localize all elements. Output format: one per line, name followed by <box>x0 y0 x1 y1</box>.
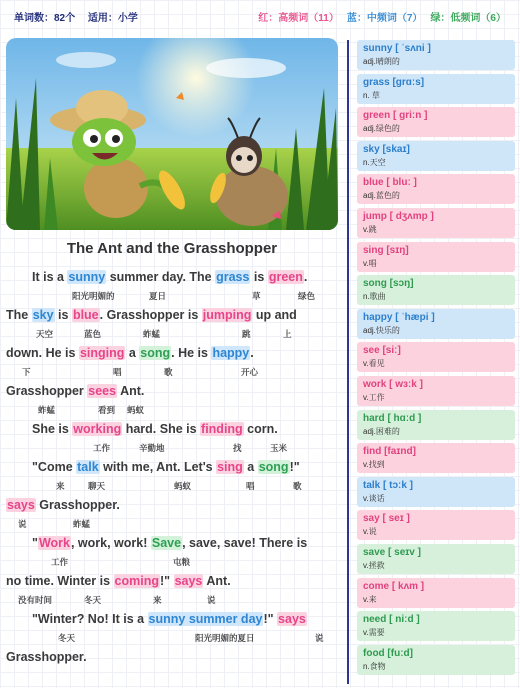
vocab-word: song [sɔŋ] <box>363 278 414 290</box>
vocab-definition: adj.困难的 <box>363 426 400 436</box>
highlighted-word: working <box>73 422 122 436</box>
story-text-segment: is <box>54 308 72 322</box>
vocab-card <box>357 141 515 171</box>
vocab-word: sing [sɪŋ] <box>363 244 409 256</box>
story-text-segment: down. He is <box>6 346 79 360</box>
highlighted-word: sing <box>217 460 243 474</box>
story-english-text <box>6 420 278 440</box>
vocab-definition: v.唱 <box>363 258 377 268</box>
grade-level: 适用：小学 <box>87 12 138 24</box>
story-text-segment: Grasshopper. <box>35 498 120 512</box>
highlighted-word: song <box>140 346 171 360</box>
chinese-gloss: 辛勤地 <box>139 443 165 453</box>
vocab-card <box>357 443 515 473</box>
chinese-gloss: 下 <box>22 367 31 377</box>
chinese-gloss-row <box>6 592 231 606</box>
vocab-definition: adj.晴朗的 <box>363 57 400 66</box>
story-english-text <box>6 610 307 630</box>
story-line <box>6 306 297 344</box>
story-text-segment: no time. Winter is <box>6 574 114 588</box>
chinese-gloss: 唱 <box>246 481 255 491</box>
chinese-gloss: 蚱蜢 <box>73 519 91 529</box>
chinese-gloss: 屯粮 <box>173 557 191 567</box>
chinese-gloss: 冬天 <box>84 595 102 605</box>
highlighted-word: Work <box>38 536 70 550</box>
story-english-text <box>6 458 300 478</box>
legend-mid-frequency: 蓝：中频词（7） <box>346 12 423 24</box>
chinese-gloss: 天空 <box>36 329 54 339</box>
story-text-segment: corn. <box>243 422 278 436</box>
header-left <box>14 9 148 24</box>
highlighted-word: sunny <box>68 270 106 284</box>
story-english-text <box>6 344 254 364</box>
vocab-definition: v.谈话 <box>363 493 385 503</box>
chinese-gloss: 歌 <box>293 481 302 491</box>
chinese-gloss: 看到 <box>98 405 116 415</box>
story-text-segment: , save, save! There is <box>182 536 308 550</box>
chinese-gloss-row <box>6 326 297 340</box>
highlighted-word: talk <box>77 460 99 474</box>
vocab-word: come [ kʌm ] <box>363 580 425 592</box>
vertical-divider <box>347 40 349 684</box>
chinese-gloss-row <box>6 402 144 416</box>
story-line <box>6 572 231 610</box>
vocab-definition: n.天空 <box>363 157 386 167</box>
vocab-definition: v.需要 <box>363 628 385 638</box>
vocab-definition: adj.快乐的 <box>363 325 400 335</box>
story-text-segment: !" <box>263 612 278 626</box>
vocab-definition: n. 草 <box>363 90 380 100</box>
vocab-card <box>357 410 515 440</box>
vocab-card <box>357 242 515 272</box>
story-line <box>6 268 316 306</box>
legend-low-frequency: 绿：低频词（6） <box>430 12 506 24</box>
highlighted-word: singing <box>79 346 125 360</box>
vocab-definition: v.跳 <box>363 225 377 234</box>
story-line <box>6 610 324 648</box>
highlighted-word: blue <box>72 308 99 322</box>
story-text-segment: . She is <box>152 422 201 436</box>
story-title: The Ant and the Grasshopper <box>66 240 278 257</box>
chinese-gloss: 歌 <box>164 367 173 377</box>
vocab-card <box>357 342 515 372</box>
vocab-card <box>357 645 515 675</box>
vocab-word: save [ seɪv ] <box>363 547 421 558</box>
chinese-gloss: 聊天 <box>88 481 106 491</box>
story-english-text <box>6 572 231 592</box>
story-english-text <box>6 306 297 326</box>
chinese-gloss: 上 <box>283 329 292 339</box>
chinese-gloss: 没有时间 <box>18 595 53 605</box>
highlighted-word: happy <box>212 346 250 360</box>
vocab-word: sky [skaɪ] <box>363 143 410 155</box>
story-text-segment: is <box>250 270 268 284</box>
chinese-gloss-row <box>6 440 288 454</box>
chinese-gloss-row <box>6 554 307 568</box>
vocab-word: jump [ dʒʌmp ] <box>363 211 434 222</box>
vocab-word: work [ wɜːk ] <box>363 379 423 390</box>
vocab-word: need [ niːd ] <box>363 614 420 626</box>
chinese-gloss-row <box>6 364 259 378</box>
chinese-gloss: 冬天 <box>58 633 76 643</box>
story-text-segment: Ant. <box>117 384 145 398</box>
vocab-word: green [ ɡriːn ] <box>363 110 428 122</box>
vocab-word: food [fuːd] <box>363 647 413 659</box>
chinese-gloss: 来 <box>153 595 162 605</box>
story-english-text <box>6 648 87 668</box>
chinese-gloss: 工作 <box>51 557 69 567</box>
story-text-segment: Grasshopper <box>6 384 88 398</box>
chinese-gloss: 说 <box>207 595 216 605</box>
vocab-card <box>357 40 515 70</box>
highlighted-word: song <box>258 460 289 474</box>
vocab-word: hard [ hɑːd ] <box>363 412 422 424</box>
vocab-word: grass [grɑːs] <box>363 76 425 88</box>
chinese-gloss: 蓝色 <box>84 329 102 339</box>
story-text-segment: "Come <box>32 460 77 474</box>
vocab-card <box>357 611 515 641</box>
vocab-definition: v.拯救 <box>363 561 385 570</box>
vocab-word: see [siː] <box>363 345 401 357</box>
story-text-segment: . <box>303 270 308 284</box>
vocab-card <box>357 544 515 574</box>
vocab-word: sunny [ ˈsʌni ] <box>363 43 431 54</box>
chinese-gloss: 来 <box>56 481 65 491</box>
story-text-segment: a <box>125 346 140 360</box>
story-text-segment: She is <box>32 422 73 436</box>
story-text-segment: " <box>32 536 38 550</box>
story-text-segment: summer day. The <box>106 270 216 284</box>
vocab-card <box>357 174 515 204</box>
story-text-segment: Grasshopper. <box>6 650 87 664</box>
story-line <box>6 458 300 496</box>
chinese-gloss: 草 <box>252 291 261 301</box>
vocab-card <box>357 309 515 339</box>
chinese-gloss: 绿色 <box>298 291 316 301</box>
word-count: 单词数：82个 <box>14 12 76 24</box>
vocab-word: happy [ ˈhæpi ] <box>363 311 435 323</box>
vocab-definition: v.看见 <box>363 359 385 369</box>
vocab-definition: v.说 <box>363 527 377 537</box>
highlighted-word: sky <box>32 308 54 322</box>
vocab-definition: n.歌曲 <box>363 292 386 302</box>
chinese-gloss-row <box>6 630 324 644</box>
vocab-card <box>357 275 515 305</box>
vocab-definition: n.食物 <box>363 661 386 671</box>
highlighted-word: says <box>174 574 203 588</box>
highlighted-word: Save <box>151 536 182 550</box>
highlighted-word: finding <box>201 422 243 436</box>
highlighted-word: grass <box>216 270 250 284</box>
chinese-gloss-row <box>6 516 120 530</box>
chinese-gloss: 蚱蜢 <box>143 329 161 339</box>
chinese-gloss-row <box>6 478 300 492</box>
vocab-definition: adj.蓝色的 <box>363 191 400 201</box>
vocab-word: find [faɪnd] <box>363 446 416 458</box>
highlighted-word: jumping <box>202 308 252 322</box>
chinese-gloss: 蚱蜢 <box>38 405 56 415</box>
chinese-gloss: 找 <box>233 443 242 453</box>
story-line <box>6 420 288 458</box>
story-text-segment: . <box>250 346 254 360</box>
vocab-definition: v.工作 <box>363 393 385 402</box>
chinese-gloss: 夏日 <box>149 291 167 301</box>
chinese-gloss-row <box>6 288 316 302</box>
vocab-card <box>357 376 515 406</box>
story-text-segment: , work, work! <box>70 536 151 550</box>
chinese-gloss: 开心 <box>241 367 259 377</box>
vocab-word: say [ seɪ ] <box>363 513 410 525</box>
vocab-card <box>357 74 515 104</box>
story-text-segment: with me, Ant. Let's <box>99 460 217 474</box>
vocab-definition: v.来 <box>363 594 377 604</box>
vocab-card <box>357 578 515 608</box>
highlighted-word: coming <box>114 574 159 588</box>
story-text-segment: . He is <box>171 346 212 360</box>
vocab-card <box>357 107 515 137</box>
header-bar <box>0 0 520 32</box>
story-text-segment: Ant. <box>203 574 231 588</box>
story-english-text <box>6 268 307 288</box>
chinese-gloss: 唱 <box>113 367 122 377</box>
vocab-definition: adj.绿色的 <box>363 124 400 134</box>
legend-high-frequency: 红：高频词（11） <box>258 12 339 24</box>
highlighted-word: green <box>268 270 303 284</box>
chinese-gloss: 工作 <box>93 443 111 453</box>
chinese-gloss: 说 <box>18 519 27 529</box>
story-text-segment: !" <box>160 574 174 588</box>
story-text-segment: !" <box>289 460 300 474</box>
vocab-card <box>357 510 515 540</box>
vocab-card <box>357 477 515 507</box>
story-text-segment: a <box>243 460 258 474</box>
story-text-segment: up and <box>252 308 297 322</box>
highlighted-word: says <box>278 612 306 626</box>
frequency-legend <box>258 9 506 24</box>
vocab-word: blue [ bluː ] <box>363 177 417 189</box>
chinese-gloss: 跳 <box>242 329 251 339</box>
vocab-card <box>357 208 515 238</box>
chinese-gloss: 说 <box>315 633 324 643</box>
highlighted-word: sunny summer day <box>148 612 263 626</box>
chinese-gloss-row <box>6 668 87 682</box>
story-illustration <box>6 38 338 230</box>
chinese-gloss: 阳光明媚的 <box>72 291 115 301</box>
story-text-segment: hard <box>122 422 153 436</box>
story-english-text <box>6 496 120 516</box>
story-line <box>6 382 144 420</box>
highlighted-word: sees <box>88 384 117 398</box>
story-line <box>6 344 259 382</box>
chinese-gloss: 阳光明媚的夏日 <box>195 633 255 643</box>
vocab-definition: v.找到 <box>363 460 385 470</box>
chinese-gloss: 蚂蚁 <box>127 405 145 415</box>
story-text-segment: "Winter? No! It is a <box>32 612 148 626</box>
story-english-text <box>6 534 307 554</box>
story-english-text <box>6 382 144 402</box>
chinese-gloss: 蚂蚁 <box>174 481 192 491</box>
story-line <box>6 648 87 686</box>
story-text-segment: . Grasshopper is <box>99 308 202 322</box>
story-line <box>6 534 307 572</box>
story-text-segment: The <box>6 308 32 322</box>
chinese-gloss: 玉米 <box>270 443 288 453</box>
highlighted-word: says <box>7 498 35 512</box>
story-text-segment: It is a <box>32 270 68 284</box>
story-line <box>6 496 120 534</box>
vocab-word: talk [ tɔːk ] <box>363 479 414 491</box>
